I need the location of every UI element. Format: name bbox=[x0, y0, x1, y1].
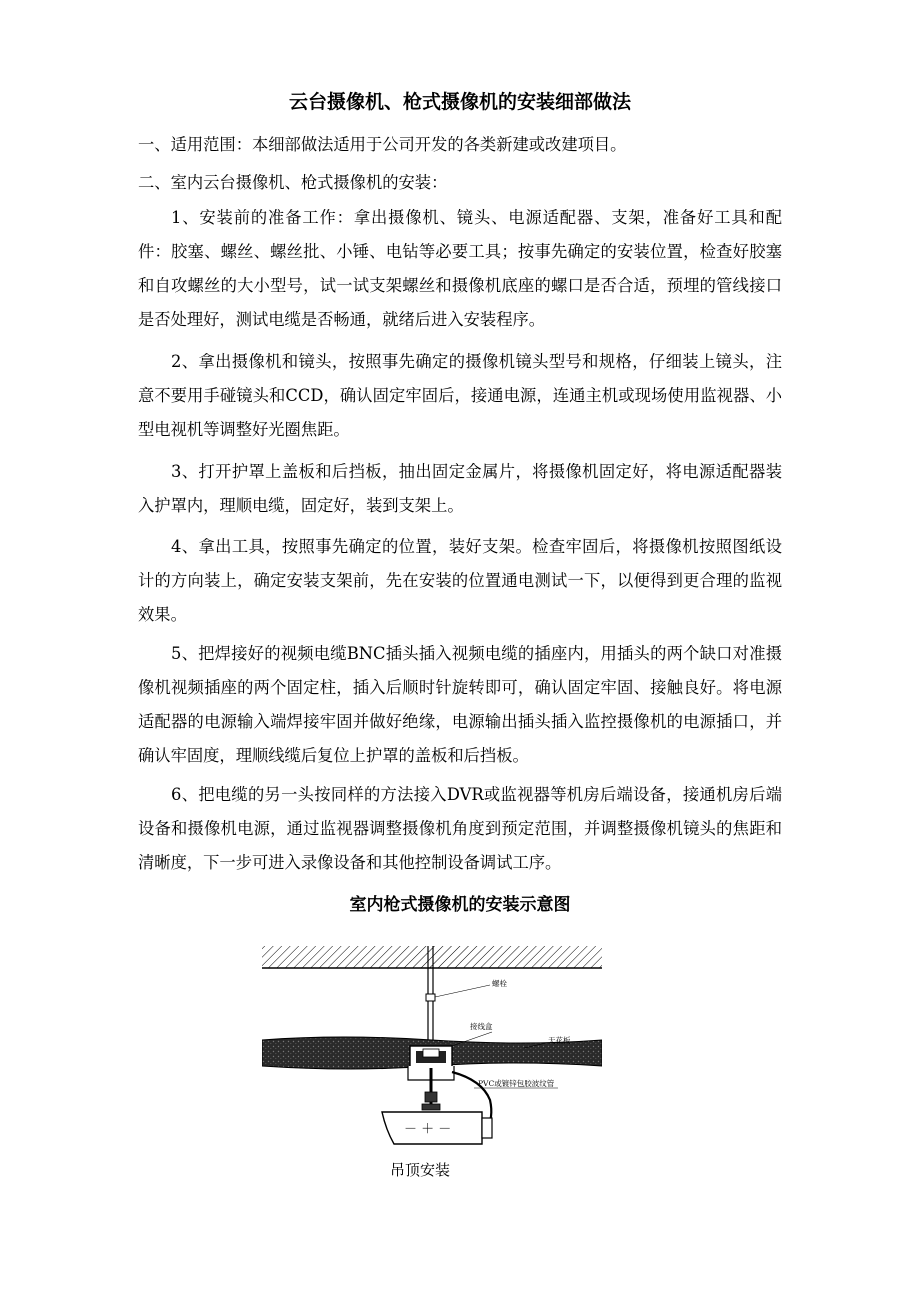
junction-box bbox=[410, 1046, 452, 1068]
conduit-label: PVC或镀锌包胶波纹管 bbox=[478, 1079, 555, 1088]
paragraph-step-1: 1、安装前的准备工作：拿出摄像机、镜头、电源适配器、支架，准备好工具和配件：胶塞、螺丝、螺丝批、小锤、电钻等必要工具；按事先确定的安装位置，检查好胶塞和自攻螺丝的大小型号，试一试支架螺丝和摄像机底座的螺口是否合适，预埋的管线接口是否处理好，测试电缆是否畅通，就绪后进入安装程序。 bbox=[138, 208, 782, 329]
paragraph-step-5: 5、把焊接好的视频电缆BNC插头插入视频电缆的插座内，用插头的两个缺口对准摄像机视频插座的两个固定柱，插入后顺时针旋转即可，确认固定牢固、接触良好。将电源适配器的电源输入端焊接牢固并做好绝缘，电源输出插头插入监控摄像机的电源插口，并确认牢固度，理顺线缆后复位上护罩的盖板和后挡板。 bbox=[138, 644, 782, 765]
figure-title: 室内枪式摄像机的安装示意图 bbox=[349, 895, 571, 915]
concrete-slab bbox=[262, 946, 602, 968]
paragraph-step-2: 2、拿出摄像机和镜头，按照事先确定的摄像机镜头型号和规格，仔细装上镜头，注意不要用手碰镜头和CCD，确认固定牢固后，接通电源，连通主机或现场使用监视器、小型电视机等调整好光圈焦距。 bbox=[138, 352, 782, 439]
camera-polarity-symbol: － ＋ － bbox=[404, 1122, 452, 1137]
figure-caption: 吊顶安装 bbox=[390, 1161, 451, 1179]
junction-box-label: 接线盒 bbox=[470, 1022, 493, 1031]
document-title: 云台摄像机、枪式摄像机的安装细部做法 bbox=[288, 91, 631, 113]
installation-diagram bbox=[262, 940, 602, 1160]
bolt-leader-line bbox=[435, 985, 490, 997]
ceiling-board-label: 天花板 bbox=[548, 1036, 571, 1045]
paragraph-scope: 一、适用范围：本细部做法适用于公司开发的各类新建或改建项目。 bbox=[138, 135, 627, 154]
bolt-label: 螺栓 bbox=[492, 979, 507, 988]
paragraph-section-heading: 二、室内云台摄像机、枪式摄像机的安装： bbox=[138, 173, 448, 192]
paragraph-step-3: 3、打开护罩上盖板和后挡板，抽出固定金属片，将摄像机固定好，将电源适配器装入护罩内，理顺电缆，固定好，装到支架上。 bbox=[138, 462, 782, 515]
paragraph-step-6: 6、把电缆的另一头按同样的方法接入DVR或监视器等机房后端设备，接通机房后端设备和摄像机电源，通过监视器调整摄像机角度到预定范围，并调整摄像机镜头的焦距和清晰度，下一步可进入录像设备和其他控制设备调试工序。 bbox=[138, 785, 782, 872]
paragraph-step-4: 4、拿出工具，按照事先确定的位置，装好支架。检查牢固后，将摄像机按照图纸设计的方向装上，确定安装支架前，先在安装的位置通电测试一下，以便得到更合理的监视效果。 bbox=[138, 537, 782, 624]
